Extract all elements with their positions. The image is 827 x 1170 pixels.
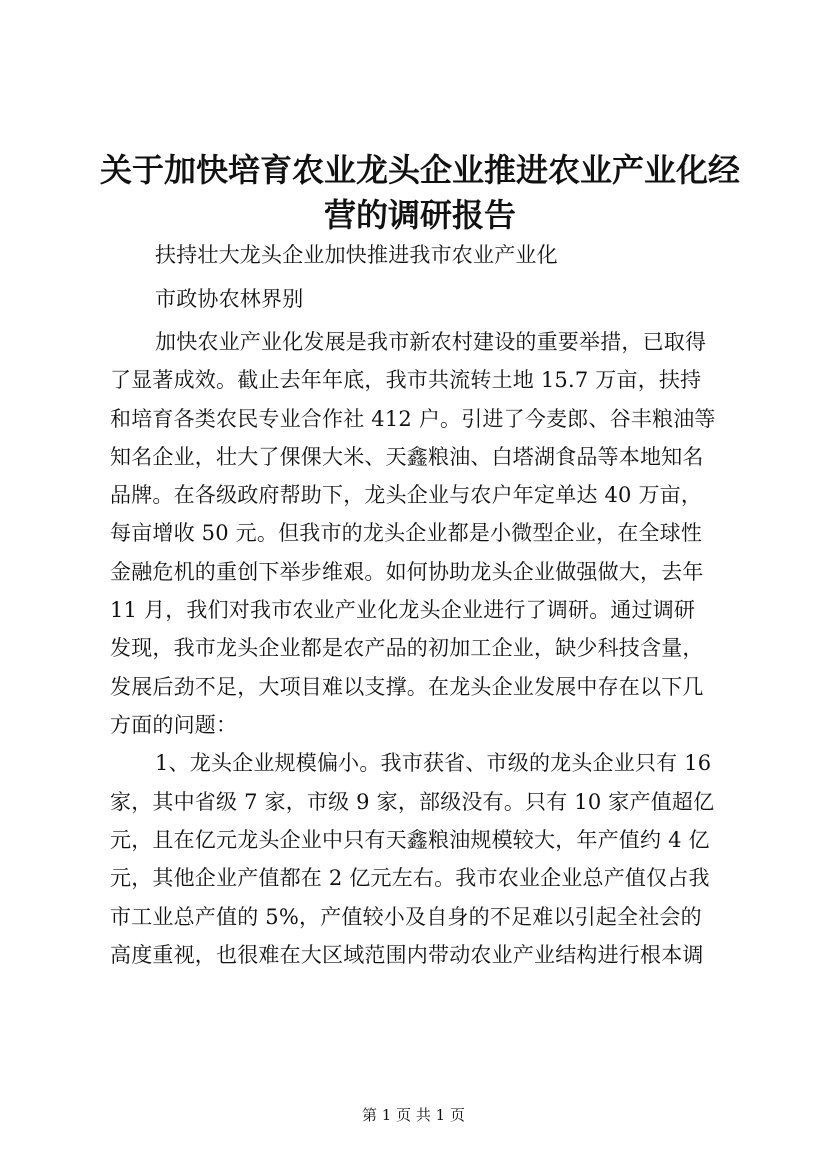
paragraph-line: 元，且在亿元龙头企业中只有天鑫粮油规模较大，年产值约 4 亿 <box>110 828 710 852</box>
paragraph-line: 发现，我市龙头企业都是农产品的初加工企业，缺少科技含量， <box>110 636 704 660</box>
document-author: 市政协农林界别 <box>155 287 304 311</box>
paragraph-line: 11 月，我们对我市农业产业化龙头企业进行了调研。通过调研 <box>110 598 696 622</box>
paragraph-line: 市工业总产值的 5%，产值较小及自身的不足难以引起全社会的 <box>110 905 702 929</box>
paragraph-line: 元，其他企业产值都在 2 亿元左右。我市农业企业总产值仅占我 <box>110 866 710 890</box>
paragraph-line: 了显著成效。截止去年年底，我市共流转土地 15.7 万亩，扶持 <box>110 368 702 392</box>
paragraph-line: 家，其中省级 7 家，市级 9 家，部级没有。只有 10 家产值超亿 <box>110 790 715 814</box>
document-subtitle: 扶持壮大龙头企业加快推进我市农业产业化 <box>155 243 558 267</box>
paragraph-line: 每亩增收 50 元。但我市的龙头企业都是小微型企业，在全球性 <box>110 521 703 545</box>
page-footer: 第 1 页 共 1 页 <box>362 1106 465 1124</box>
paragraph-line: 金融危机的重创下举步维艰。如何协助龙头企业做强做大，去年 <box>110 560 704 584</box>
paragraph-line: 品牌。在各级政府帮助下，龙头企业与农户年定单达 40 万亩， <box>110 483 703 507</box>
paragraph-line: 发展后劲不足，大项目难以支撑。在龙头企业发展中存在以下几 <box>110 675 704 699</box>
paragraph-line: 高度重视，也很难在大区域范围内带动农业产业结构进行根本调 <box>110 943 704 967</box>
paragraph-line: 知名企业，壮大了倮倮大米、天鑫粮油、白塔湖食品等本地知名 <box>110 445 704 469</box>
paragraph-line: 1、龙头企业规模偏小。我市获省、市级的龙头企业只有 16 <box>155 751 712 775</box>
paragraph-line: 加快农业产业化发展是我市新农村建设的重要举措，已取得 <box>155 330 707 354</box>
paragraph-line: 方面的问题： <box>110 713 238 737</box>
document-title-line-2: 营的调研报告 <box>323 196 516 234</box>
document-title-line-1: 关于加快培育农业龙头企业推进农业产业化经 <box>100 151 741 189</box>
paragraph-line: 和培育各类农民专业合作社 412 户。引进了今麦郎、谷丰粮油等 <box>110 407 716 431</box>
